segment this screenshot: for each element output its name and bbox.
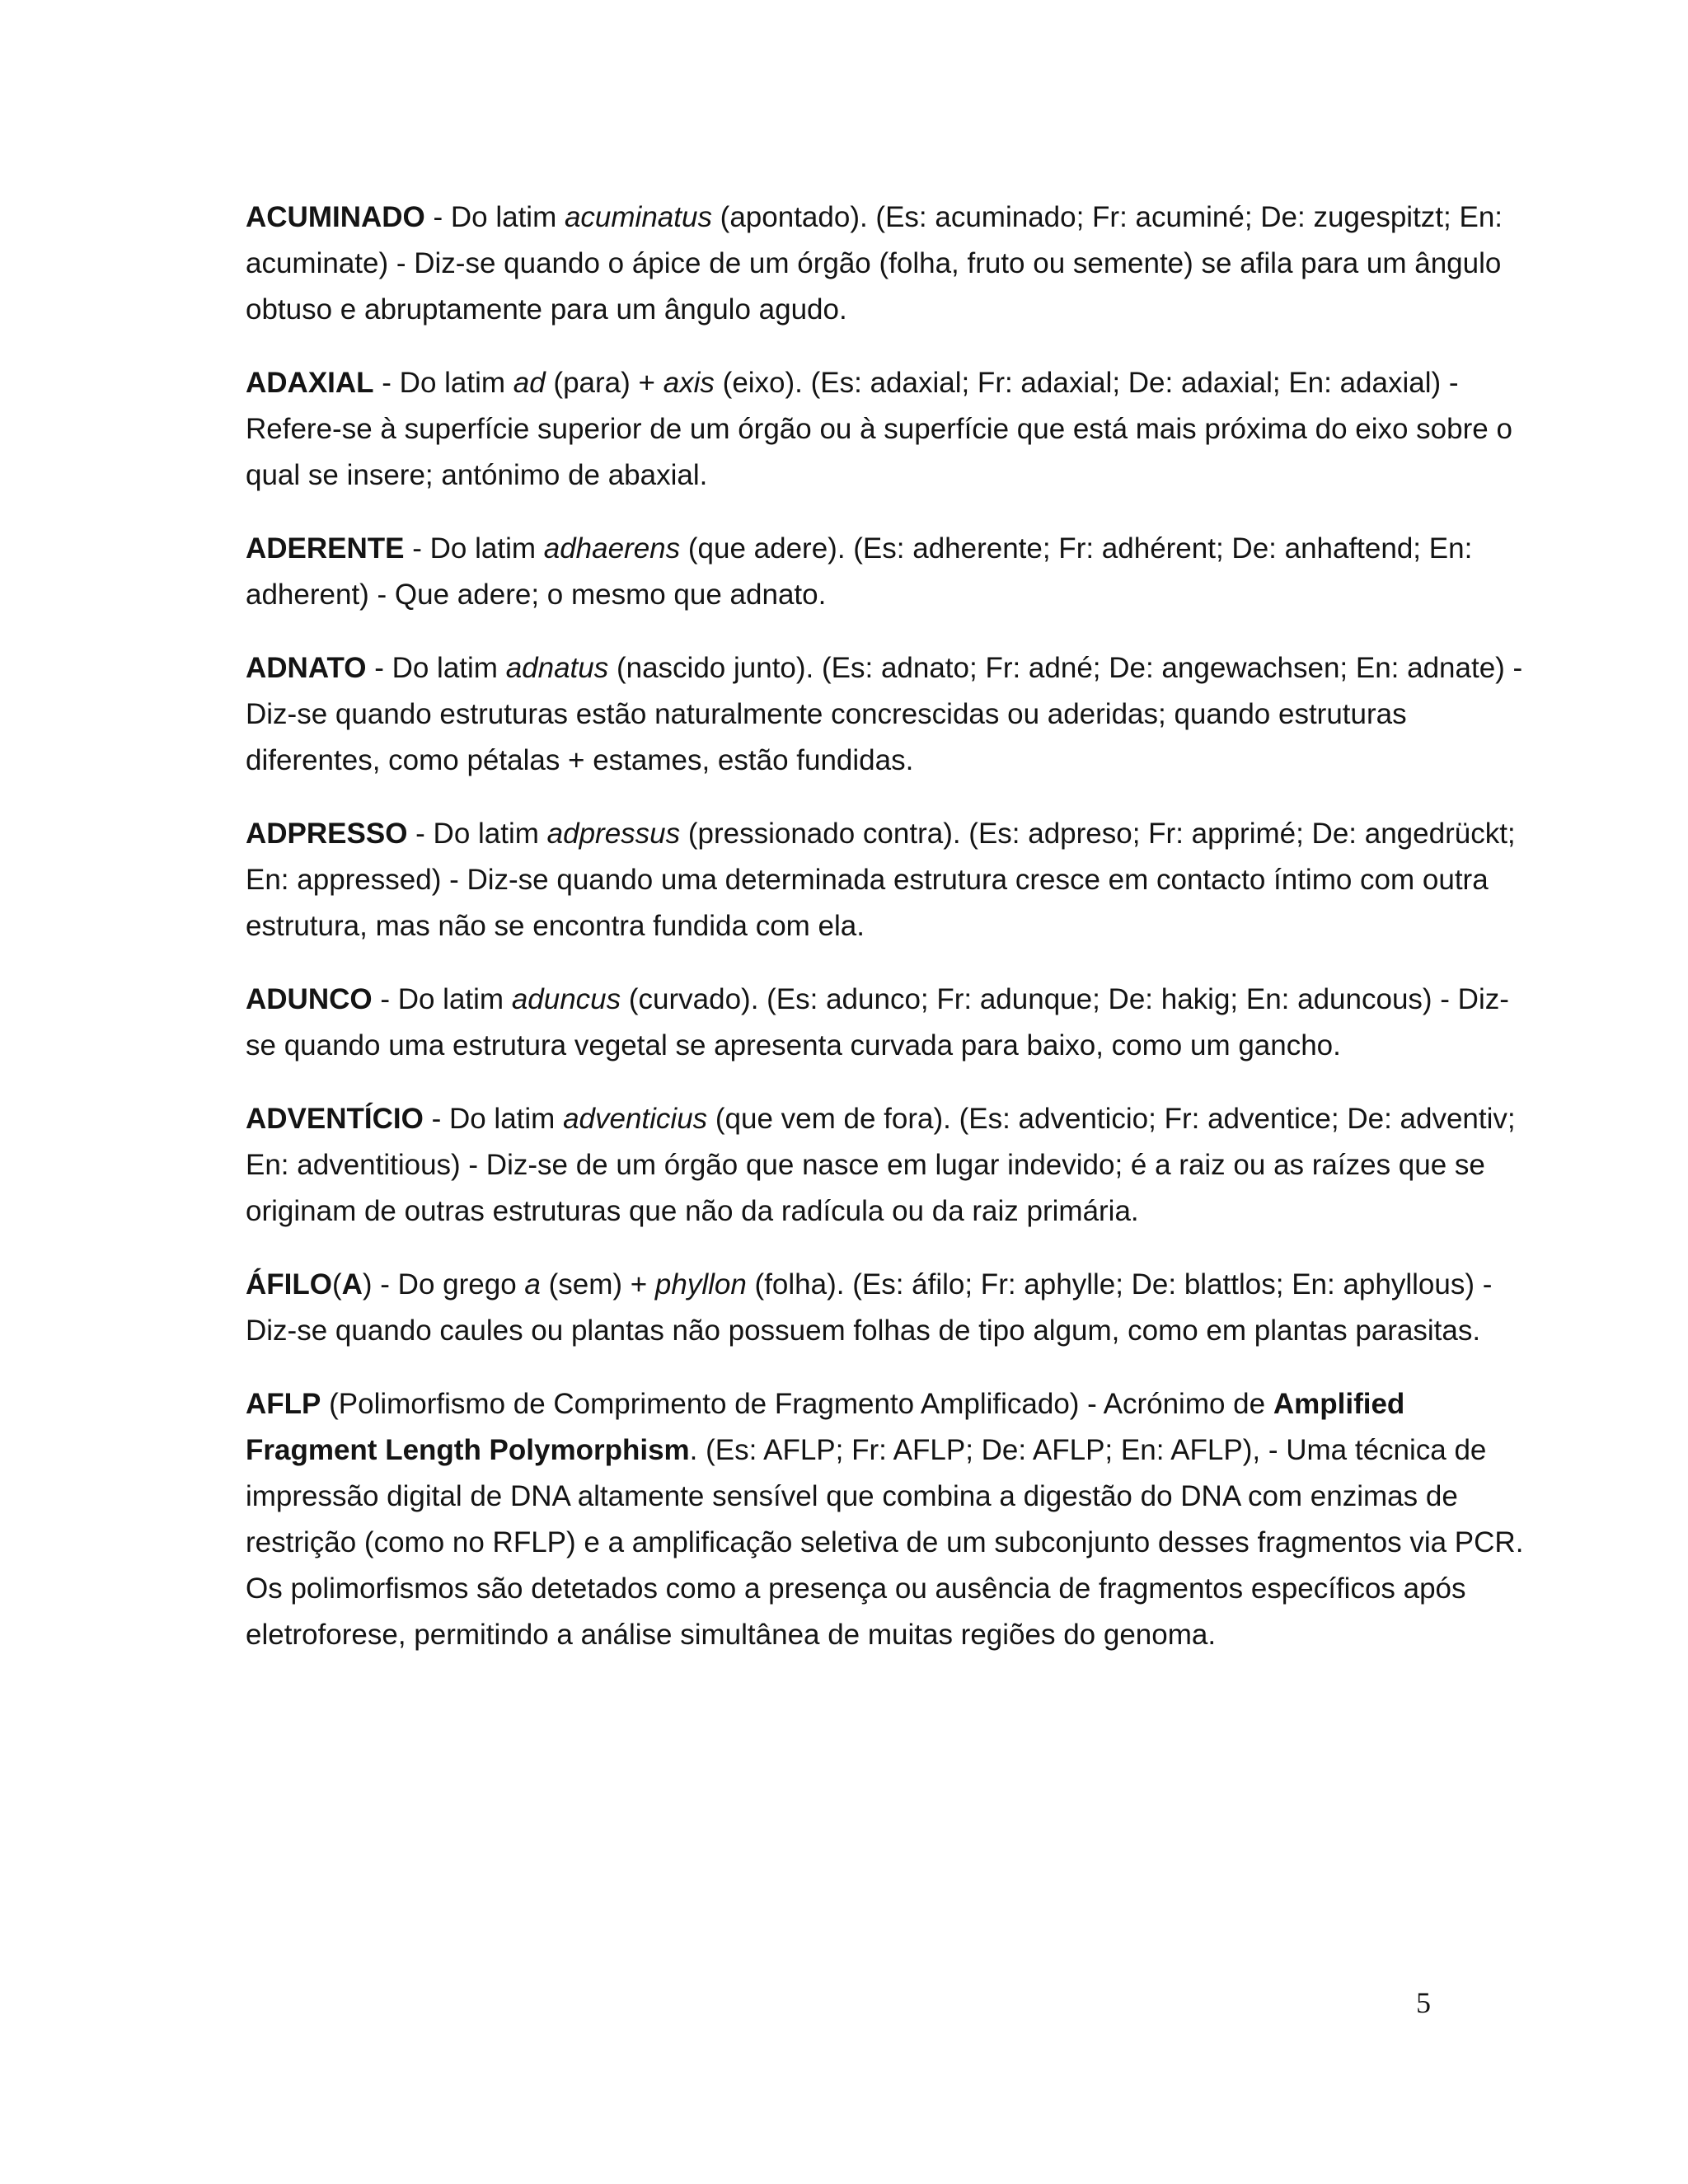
glossary-entry-afilo — [246, 1262, 1525, 1354]
entry-etymon: phyllon — [654, 1268, 747, 1301]
glossary-entry-aflp — [246, 1381, 1525, 1658]
entry-text: . (Es: AFLP; Fr: AFLP; De: AFLP; En: AFLP), - Uma técnica de impressão digital de DNA altamente sensível que combina a digestão do DNA com enzimas de restrição (como no RFLP) e a amplificação seletiva de um subconjunto desses fragmentos via PCR. Os polimorfismos são detetados como a presença ou ausência de fragmentos específicos após eletroforese, permitindo a análise simultânea de muitas regiões do genoma. — [246, 1434, 1524, 1651]
entry-term-paren: ) — [362, 1268, 373, 1301]
entry-text: (nascido junto). (Es: adnato; Fr: adné; De: angewachsen; En: adnate) - Diz-se quando estruturas estão naturalmente concrescidas ou aderidas; quando estruturas diferentes, como pétalas + estames, estão fundidas. — [246, 652, 1523, 776]
entry-text: - Do grego — [372, 1268, 525, 1301]
entry-text: (que adere). (Es: adherente; Fr: adhérent; De: anhaftend; En: adherent) - Que adere; o mesmo que adnato. — [246, 532, 1473, 611]
entry-term: ADERENTE — [246, 532, 405, 565]
entry-etymon: ad — [513, 367, 546, 399]
entry-etymon: adnatus — [505, 652, 609, 684]
glossary-entries — [246, 194, 1525, 1685]
entry-term: ACUMINADO — [246, 201, 425, 233]
entry-text: - Do latim — [366, 652, 506, 684]
entry-text: (para) + — [545, 367, 663, 399]
glossary-entry-adunco — [246, 977, 1525, 1069]
glossary-entry-adaxial — [246, 360, 1525, 499]
page-number: 5 — [1416, 1986, 1431, 2019]
entry-text: (que vem de fora). (Es: adventicio; Fr: adventice; De: adventiv; En: adventitious) - Diz-se de um órgão que nasce em lugar indevido; é a raiz ou as raízes que se originam de outras estruturas que não da radícula ou da raiz primária. — [246, 1103, 1516, 1227]
entry-text: - Do latim — [407, 818, 547, 850]
entry-etymon: aduncus — [511, 983, 621, 1015]
entry-etymon: a — [524, 1268, 541, 1301]
glossary-entry-adventicio — [246, 1096, 1525, 1235]
entry-term-paren: ( — [331, 1268, 342, 1301]
entry-etymon: adpressus — [546, 818, 681, 850]
entry-etymon: axis — [663, 367, 715, 399]
entry-text: (sem) + — [540, 1268, 655, 1301]
entry-text: - Do latim — [373, 367, 513, 399]
glossary-entry-aderente — [246, 526, 1525, 618]
entry-term: ADAXIAL — [246, 367, 374, 399]
entry-term: AFLP — [246, 1388, 321, 1420]
entry-term-suffix: A — [341, 1268, 363, 1301]
entry-etymon: adhaerens — [543, 532, 681, 565]
entry-text: - Do latim — [424, 201, 565, 233]
entry-etymon: adventicius — [563, 1103, 708, 1135]
glossary-entry-acuminado — [246, 194, 1525, 333]
glossary-entry-adnato — [246, 645, 1525, 784]
entry-text: (curvado). (Es: adunco; Fr: adunque; De: hakig; En: aduncous) - Diz-se quando uma estrutura vegetal se apresenta curvada para baixo, como um gancho. — [246, 983, 1509, 1062]
entry-etymon: acuminatus — [564, 201, 712, 233]
entry-term: ÁFILO — [246, 1268, 332, 1301]
entry-term: ADUNCO — [246, 983, 373, 1015]
entry-text: (eixo). (Es: adaxial; Fr: adaxial; De: adaxial; En: adaxial) - Refere-se à superfície superior de um órgão ou à superfície que está mais próxima do eixo sobre o qual se insere; antónimo de abaxial. — [246, 367, 1512, 491]
entry-term: ADNATO — [246, 652, 367, 684]
entry-term: ADPRESSO — [246, 818, 408, 850]
entry-text: (folha). (Es: áfilo; Fr: aphylle; De: blattlos; En: aphyllous) - Diz-se quando caules ou plantas não possuem folhas de tipo algum, como em plantas parasitas. — [246, 1268, 1493, 1347]
entry-text: - Do latim — [372, 983, 512, 1015]
entry-text: (Polimorfismo de Comprimento de Fragmento Amplificado) - Acrónimo de — [321, 1388, 1273, 1420]
entry-term: ADVENTÍCIO — [246, 1103, 424, 1135]
entry-text: - Do latim — [404, 532, 544, 565]
entry-text: (apontado). (Es: acuminado; Fr: acuminé; De: zugespitzt; En: acuminate) - Diz-se quando o ápice de um órgão (folha, fruto ou semente) se afila para um ângulo obtuso e abruptamente para um ângulo agudo. — [246, 201, 1503, 326]
entry-text: (pressionado contra). (Es: adpreso; Fr: apprimé; De: angedrückt; En: appressed) - Diz-se quando uma determinada estrutura cresce em contacto íntimo com outra estrutura, mas não se encontra fundida com ela. — [246, 818, 1516, 942]
entry-text: - Do latim — [423, 1103, 564, 1135]
glossary-entry-adpresso — [246, 811, 1525, 949]
entry-acronym-expansion: Amplified Fragment Length Polymorphism — [246, 1388, 1405, 1466]
